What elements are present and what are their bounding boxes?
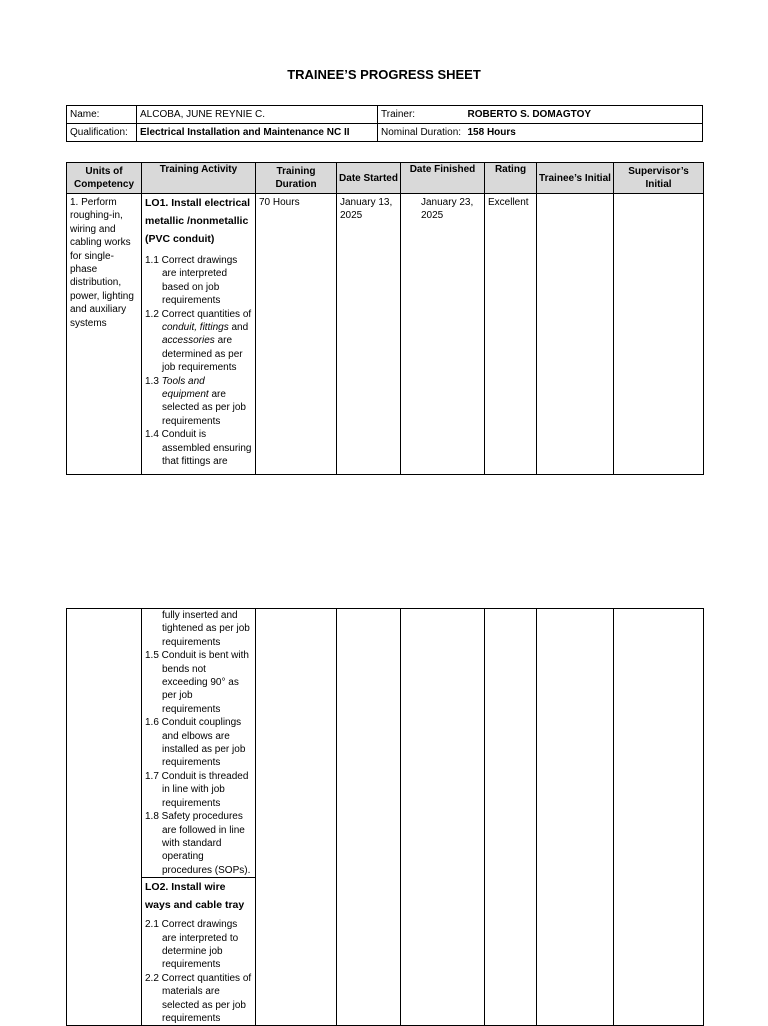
header-training-activity: Training Activity	[142, 163, 256, 194]
list-item: 1.5 Conduit is bent with bends not exceeding 90° as per job requirements	[145, 650, 249, 715]
nominal-duration-value: 158 Hours	[465, 124, 703, 142]
info-table	[66, 105, 703, 142]
list-item: 1.4 Conduit is assembled ensuring that fittings are	[145, 429, 252, 468]
text: are determined as per job requirements	[162, 335, 243, 374]
list-item: 2.1 Correct drawings are interpreted to determine job requirements	[145, 919, 239, 971]
date-finished	[401, 609, 485, 1026]
lo2-title: LO2. Install wire ways and cable tray	[142, 877, 255, 914]
text: and	[228, 322, 249, 334]
header-supervisor-initial: Supervisor’s Initial	[614, 163, 704, 194]
header-units-of-competency: Units of Competency	[67, 163, 142, 194]
nominal-duration-label: Nominal Duration:	[378, 124, 465, 142]
trainer-value: ROBERTO S. DOMAGTOY	[465, 106, 703, 124]
rating	[485, 609, 537, 1026]
list-item: 1.7 Conduit is threaded in line with job requirements	[145, 770, 249, 809]
header-trainee-initial: Trainee’s Initial	[537, 163, 614, 194]
supervisor-initial	[614, 194, 704, 475]
qualification-value: Electrical Installation and Maintenance NC II	[137, 124, 378, 142]
list-item: 1.6 Conduit couplings and elbows are installed as per job requirements	[145, 717, 246, 769]
header-rating: Rating	[485, 163, 537, 194]
header-row	[67, 163, 704, 194]
trainee-initial	[537, 609, 614, 1026]
table-row	[67, 609, 704, 1026]
lo1-title: LO1. Install electrical metallic /nonmetallic (PVC conduit)	[145, 197, 251, 245]
text: 1.3	[145, 375, 162, 387]
info-row-name	[67, 106, 703, 124]
name-label: Name:	[67, 106, 137, 124]
header-date-started: Date Started	[337, 163, 401, 194]
rating: Excellent	[485, 194, 537, 475]
text: are selected as per job requirements	[162, 389, 246, 427]
list-item	[145, 375, 252, 429]
unit-of-competency	[67, 609, 142, 1026]
text-italic: Tools and equipment	[161, 375, 209, 401]
training-duration: 70 Hours	[256, 194, 337, 475]
header-training-duration: Training Duration	[256, 163, 337, 194]
info-row-qualification	[67, 124, 703, 142]
date-started	[337, 609, 401, 1026]
list-item: 1.1 Correct drawings are interpreted based on job requirements	[145, 255, 238, 307]
list-item: 2.2 Correct quantities of materials are selected as per job requirements	[145, 972, 252, 1024]
text: 1.2 Correct quantities of	[145, 308, 252, 320]
supervisor-initial	[614, 609, 704, 1026]
date-finished: January 23, 2025	[401, 194, 485, 475]
name-value: ALCOBA, JUNE REYNIE C.	[137, 106, 378, 124]
page-title: TRAINEE’S PROGRESS SHEET	[287, 67, 481, 82]
progress-table-page2	[66, 608, 704, 1026]
header-date-finished: Date Finished	[401, 163, 485, 194]
table-row	[67, 194, 704, 475]
training-duration	[256, 609, 337, 1026]
date-started: January 13, 2025	[337, 194, 401, 475]
progress-table-page1	[66, 162, 704, 475]
unit-of-competency: 1. Perform roughing-in, wiring and cabling works for single-phase distribution, power, lighting and auxiliary systems	[67, 194, 142, 475]
training-activity	[142, 194, 256, 475]
list-item-continued: fully inserted and tightened as per job requirements	[162, 610, 250, 648]
trainee-initial	[537, 194, 614, 475]
qualification-label: Qualification:	[67, 124, 137, 142]
list-item: 1.8 Safety procedures are followed in line with standard operating procedures (SOPs).	[145, 811, 251, 876]
trainer-label: Trainer:	[378, 106, 465, 124]
list-item	[145, 308, 252, 375]
text-italic: conduit, fittings	[162, 322, 229, 334]
training-activity	[142, 609, 256, 1026]
text-italic: accessories	[162, 335, 215, 347]
